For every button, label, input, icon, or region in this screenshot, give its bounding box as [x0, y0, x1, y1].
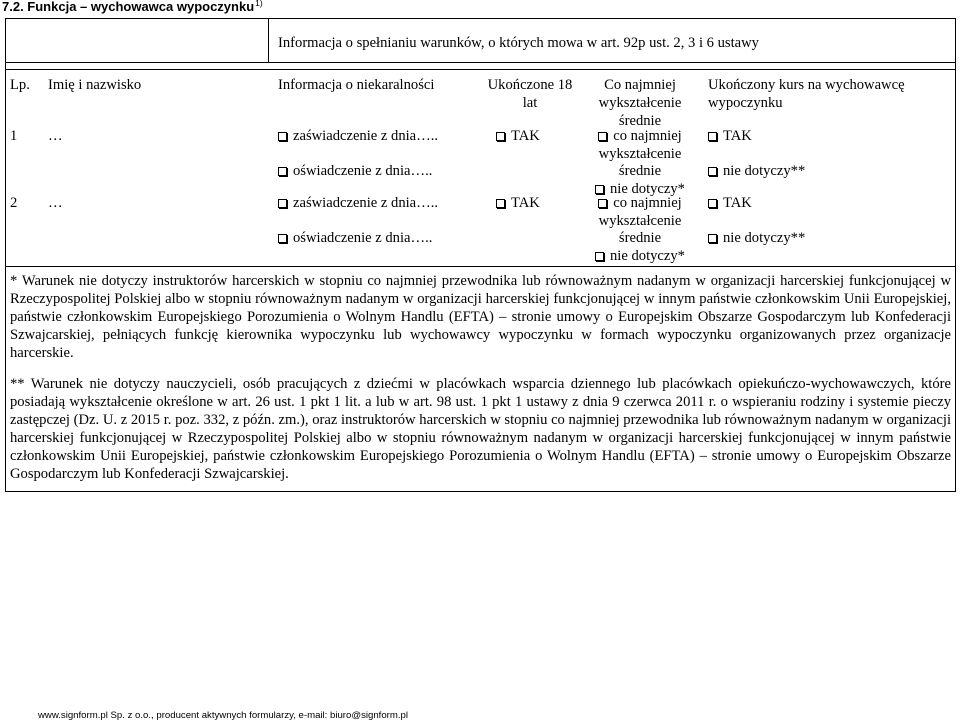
row-1-age: [496, 128, 540, 146]
option-label: TAK: [723, 195, 752, 211]
checkbox[interactable]: [496, 199, 505, 208]
option-label: zaświadczenie z dnia…..: [293, 195, 439, 211]
option-label: TAK: [723, 128, 752, 144]
section-title-footnote-ref: 1): [255, 0, 263, 8]
row-2-option-education: [580, 195, 700, 248]
row-2-option-education-na: [580, 248, 700, 266]
option-label: nie dotyczy**: [723, 230, 806, 246]
checkbox[interactable]: [598, 199, 607, 208]
header-age: Ukończone 18 lat: [487, 77, 573, 111]
option-label: nie dotyczy*: [610, 247, 685, 264]
option-label: TAK: [511, 195, 540, 211]
checkbox[interactable]: [496, 132, 505, 141]
header-name: Imię i nazwisko: [48, 77, 142, 93]
option-label: nie dotyczy**: [723, 163, 806, 179]
checkbox[interactable]: [278, 234, 287, 243]
row-1-option-course-na: [708, 163, 923, 181]
row-2-lp: 2: [10, 195, 18, 211]
row-1-option-statement: [278, 163, 438, 181]
section-title-text: 7.2. Funkcja – wychowawca wypoczynku: [2, 0, 255, 14]
row-2-option-age-yes: [496, 195, 540, 213]
checkbox[interactable]: [708, 199, 717, 208]
checkbox[interactable]: [708, 132, 717, 141]
option-label: co najmniej wykształcenie średnie: [598, 195, 682, 246]
checkbox[interactable]: [595, 185, 604, 194]
checkbox[interactable]: [708, 167, 717, 176]
footnotes: [10, 272, 951, 483]
option-label: oświadczenie z dnia…..: [293, 230, 433, 246]
checkbox[interactable]: [278, 199, 287, 208]
row-1-option-age-yes: [496, 128, 540, 146]
option-label: nie dotyczy*: [610, 180, 685, 197]
conditions-info: Informacja o spełnianiu warunków, o których mowa w art. 92p ust. 2, 3 i 6 ustawy: [278, 35, 759, 51]
row-2-option-course-yes: [708, 195, 923, 213]
row-1-option-course-yes: [708, 128, 923, 146]
row-2-name-field[interactable]: …: [48, 195, 63, 211]
checkbox[interactable]: [595, 252, 604, 261]
checkbox[interactable]: [278, 132, 287, 141]
option-label: co najmniej wykształcenie średnie: [598, 128, 682, 179]
header-criminal-record: Informacja o niekaralności: [278, 77, 435, 93]
row-2-education: [580, 195, 700, 265]
row-2-option-certificate: [278, 195, 438, 213]
header-course: Ukończony kurs na wychowawcę wypoczynku: [708, 77, 905, 111]
checkbox[interactable]: [598, 132, 607, 141]
footnote-single-star: * Warunek nie dotyczy instruktorów harcerskich w stopniu co najmniej przewodnika lub równoważnym nadanym w organizacji harcerskiej funkcjonującej w Rzeczypospolitej Polskiej albo w stopniu równoważnym nadanym w organizacji harcerskiej funkcjonującej w innym państwie członkowskim Unii Europejskiej, państwie członkowskim Europejskiego Porozumienia o Wolnym Handlu (EFTA) – stronie umowy o Europejskim Obszarze Gospodarczym lub Konfederacji Szwajcarskiej, pełniących funkcję kierownika wypoczynku lub wychowawcy wypoczynku w formach wypoczynku organizowanych przez organizacje harcerskie.: [10, 273, 951, 361]
option-label: TAK: [511, 128, 540, 144]
row-1-option-certificate: [278, 128, 438, 146]
row-2-option-course-na: [708, 230, 923, 248]
row-1-course: [708, 128, 923, 181]
row-1-option-education: [580, 128, 700, 181]
footnote-double-star: ** Warunek nie dotyczy nauczycieli, osób pracujących z dziećmi w placówkach wsparcia dziennego lub placówkach opiekuńczo-wychowawczych, które posiadają wykształcenie określone w art. 26 ust. 1 pkt 1 lit. a lub w art. 98 ust. 1 pkt 1 ustawy z dnia 9 czerwca 2011 r. o wspieraniu rodziny i systemie pieczy zastępczej (Dz. U. z 2015 r. poz. 332, z późn. zm.), oraz instruktorów harcerskich w stopniu co najmniej przewodnika lub równoważnym nadanym w organizacji harcerskiej funkcjonującej w Rzeczypospolitej Polskiej albo w stopniu równoważnym nadanym w organizacji harcerskiej funkcjonującej w innym państwie członkowskim Unii Europejskiej, państwie członkowskim Europejskiego Porozumienia o Wolnym Handlu (EFTA) – stronie umowy o Europejskim Obszarze Gospodarczym lub Konfederacji Szwajcarskiej.: [10, 376, 951, 482]
row-2-age: [496, 195, 540, 213]
row-2-criminal-record: [278, 195, 438, 248]
section-title: [2, 0, 263, 16]
row-2-course: [708, 195, 923, 248]
row-1-criminal-record: [278, 128, 438, 181]
divider: [5, 69, 956, 70]
row-1-name-field[interactable]: …: [48, 128, 63, 144]
option-label: zaświadczenie z dnia…..: [293, 128, 439, 144]
info-cell-divider: [268, 18, 269, 62]
divider: [5, 266, 956, 267]
checkbox[interactable]: [278, 167, 287, 176]
divider: [5, 62, 956, 63]
row-1-education: [580, 128, 700, 198]
header-education: Co najmniej wykształcenie średnie: [598, 77, 682, 129]
row-1-lp: 1: [10, 128, 18, 144]
page-footer: www.signform.pl Sp. z o.o., producent aktywnych formularzy, e-mail: biuro@signform.pl: [38, 710, 408, 721]
option-label: oświadczenie z dnia…..: [293, 163, 433, 179]
header-lp: Lp.: [10, 77, 30, 93]
row-2-option-statement: [278, 230, 438, 248]
checkbox[interactable]: [708, 234, 717, 243]
